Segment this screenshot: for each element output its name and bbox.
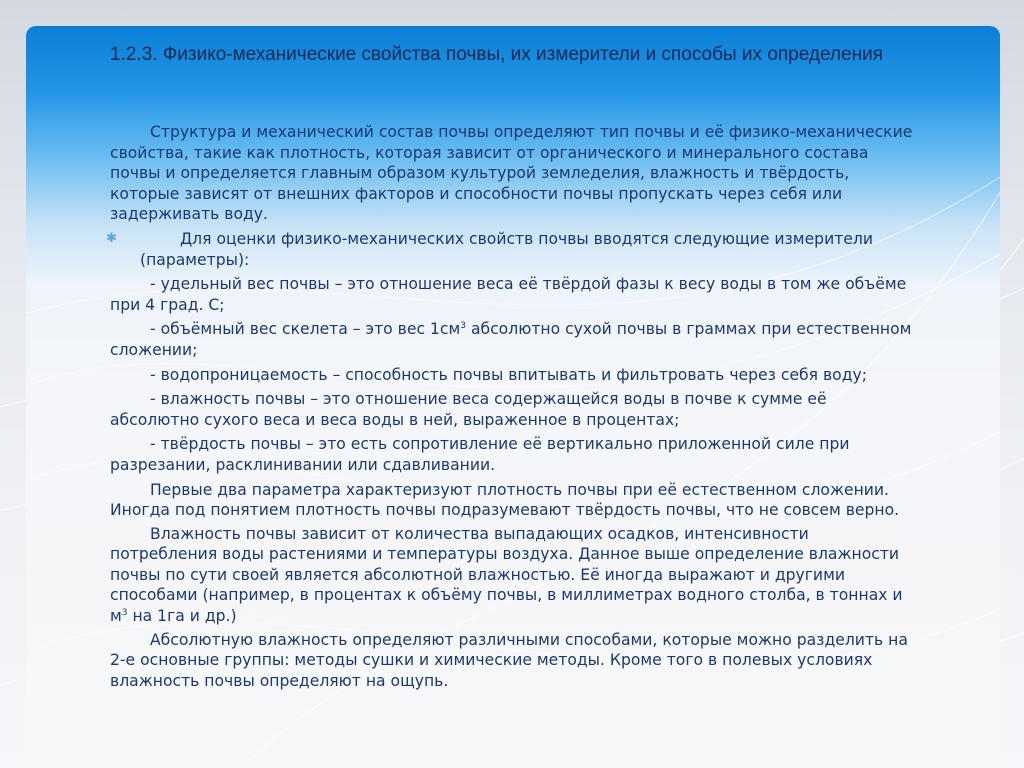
superscript: 3 [460,321,466,332]
paragraph-text: Первые два параметра характеризуют плотность почвы при её естественном сложении. Иногда под понятием плотность почвы подразумевают твёрдость почвы, что не совсем верно. [110,480,900,520]
slide-body [106,122,920,691]
bullet-paragraph [106,229,920,270]
list-item-permeability [110,365,920,386]
moisture-paragraph [110,524,920,627]
slide-title: 1.2.3. Физико-механические свойства почвы, их измерители и способы их определения [110,44,883,65]
list-item-text: - твёрдость почвы – это есть сопротивление её вертикально приложенной силе при разрезании, расклинивании или сдавливании. [110,435,850,474]
list-item-hardness [110,434,920,475]
intro-paragraph [110,122,920,225]
intro-text: Структура и механический состав почвы определяют тип почвы и её физико-механические свойства, такие как плотность, которая зависит от органического и минерального состава почвы и определяется главным образом культурой земледелия, влажность и твёрдость, которые зависят от внешних факторов и способности почвы пропускать через себя или задерживать воду. [110,123,913,224]
paragraph-text: Влажность почвы зависит от количества выпадающих осадков, интенсивности потребления воды растениями и температуры воздуха. Данное выше определение влажности почвы по сути своей является абсолютной влажностью. Её иногда выражают и другими способами (например, в процентах к объёму почвы, в миллиметрах водного столба, в тоннах и м [110,524,903,626]
list-item-volume-weight [110,319,920,360]
bullet-text: Для оценки физико-механических свойств почвы вводятся следующие измерители (параметры): [140,229,873,269]
slide-card [26,26,1000,768]
methods-paragraph [110,630,920,692]
list-item-text: - объёмный вес скелета – это вес 1см [150,320,461,339]
list-item-text: абсолютно сухой почвы в граммах при естественном сложении; [110,320,912,359]
list-item-text: - водопроницаемость – способность почвы впитывать и фильтровать через себя воду; [150,365,867,384]
list-item-specific-weight [110,274,920,315]
paragraph-text: Абсолютную влажность определяют различными способами, которые можно разделить на 2-е основные группы: методы сушки и химические методы. Кроме того в полевых условиях влажность почвы определяют на ощупь. [110,630,908,690]
list-item-text: - влажность почвы – это отношение веса содержащейся воды в почве к сумме её абсолютно сухого веса и веса воды в ней, выраженное в процентах; [110,390,827,429]
paragraph-text: на 1га и др.) [127,607,237,626]
list-item-moisture [110,389,920,430]
asterisk-bullet-icon: ✱ [106,230,117,246]
density-paragraph [110,480,920,521]
superscript: 3 [121,608,128,619]
list-item-text: - удельный вес почвы – это отношение веса её твёрдой фазы к весу воды в том же объёме при 4 град. С; [110,275,907,314]
